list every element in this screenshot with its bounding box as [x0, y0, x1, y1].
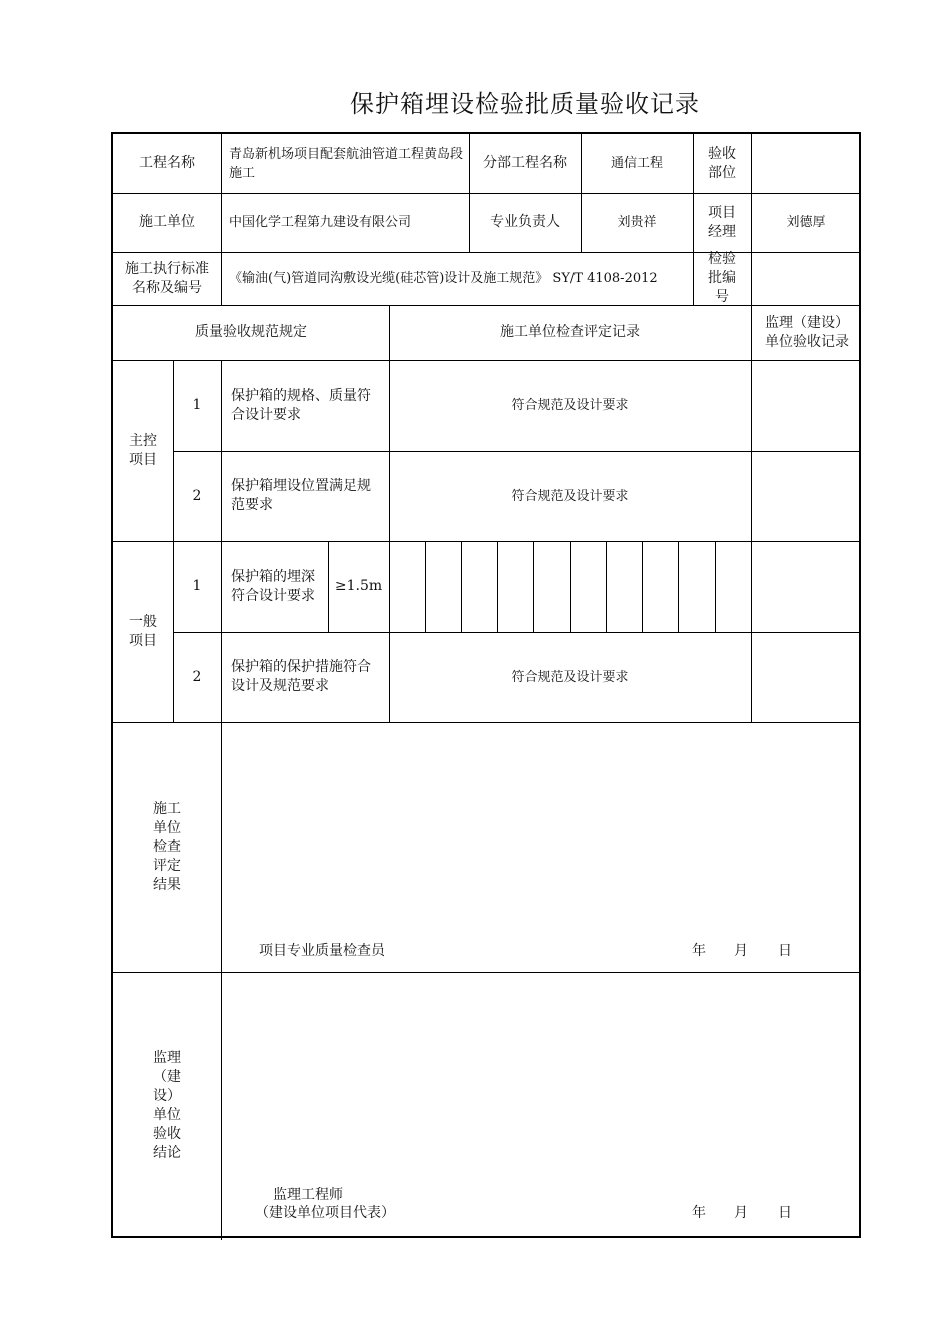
project-manager-value: 刘德厚	[786, 215, 826, 230]
general-item-supervision[interactable]	[751, 541, 861, 632]
general-item-text: 保护箱的保护措施符合设计及规范要求	[231, 659, 371, 694]
standard-label: 施工执行标准名称及编号	[125, 260, 209, 296]
acceptance-part-value[interactable]	[751, 134, 861, 193]
main-item-supervision[interactable]	[751, 360, 861, 451]
batch-no-label: 检验批编号	[708, 251, 736, 305]
main-item-result: 符合规范及设计要求	[511, 398, 629, 413]
main-item-number: 1	[192, 397, 202, 413]
month-label: 月	[734, 942, 748, 959]
main-item-result: 符合规范及设计要求	[511, 488, 629, 504]
sub-project-value: 通信工程	[610, 156, 663, 171]
specialty-lead-label: 专业负责人	[490, 214, 560, 230]
project-manager-label: 项目经理	[708, 204, 736, 240]
page-title: 保护箱埋设检验批质量验收记录	[350, 90, 700, 118]
general-item-result: 符合规范及设计要求	[511, 669, 629, 685]
depth-limit: ≥1.5m	[334, 578, 383, 594]
main-item-text: 保护箱埋设位置满足规范要求	[231, 478, 371, 513]
quality-inspector-label: 项目专业质量检查员	[259, 942, 385, 959]
standard-value: 《输油(气)管道同沟敷设光缆(硅芯管)设计及施工规范》 SY/T 4108-2012	[229, 271, 658, 286]
main-items-group-label: 主控项目	[129, 432, 157, 468]
day-label: 日	[778, 942, 792, 959]
construction-unit-label: 施工单位	[139, 214, 195, 230]
inspection-form	[111, 132, 861, 1238]
batch-no-value[interactable]	[751, 252, 861, 305]
construction-result-area[interactable]	[221, 722, 861, 972]
general-item-number: 1	[192, 578, 202, 594]
day-label: 日	[778, 1204, 792, 1221]
general-item-supervision[interactable]	[751, 632, 861, 722]
sub-project-label: 分部工程名称	[483, 155, 567, 171]
month-label: 月	[734, 1204, 748, 1221]
owner-representative-label: （建设单位项目代表）	[255, 1204, 395, 1221]
construction-unit-value: 中国化学工程第九建设有限公司	[229, 215, 412, 230]
construction-result-label: 施工单位检查评定结果	[153, 800, 181, 893]
project-name-label: 工程名称	[139, 155, 195, 171]
year-label: 年	[692, 1204, 706, 1221]
general-items-group-label: 一般项目	[129, 613, 157, 649]
check-column-header: 施工单位检查评定记录	[500, 324, 640, 340]
main-item-text: 保护箱的规格、质量符合设计要求	[231, 387, 371, 423]
main-item-number: 2	[192, 487, 202, 504]
project-name-value: 青岛新机场项目配套航油管道工程黄岛段施工	[229, 146, 464, 181]
supervising-engineer-label: 监理工程师	[273, 1186, 343, 1203]
year-label: 年	[692, 942, 706, 959]
general-item-number: 2	[192, 668, 202, 685]
supervision-column-header: 监理（建设）单位验收记录	[765, 314, 849, 350]
main-item-supervision[interactable]	[751, 451, 861, 541]
general-item-text: 保护箱的埋深符合设计要求	[231, 568, 315, 604]
spec-column-header: 质量验收规范规定	[195, 324, 307, 340]
supervision-result-label: 监理（建设）单位验收结论	[153, 1050, 181, 1161]
acceptance-part-label: 验收部位	[708, 145, 736, 181]
specialty-lead-value: 刘贵祥	[617, 215, 657, 230]
